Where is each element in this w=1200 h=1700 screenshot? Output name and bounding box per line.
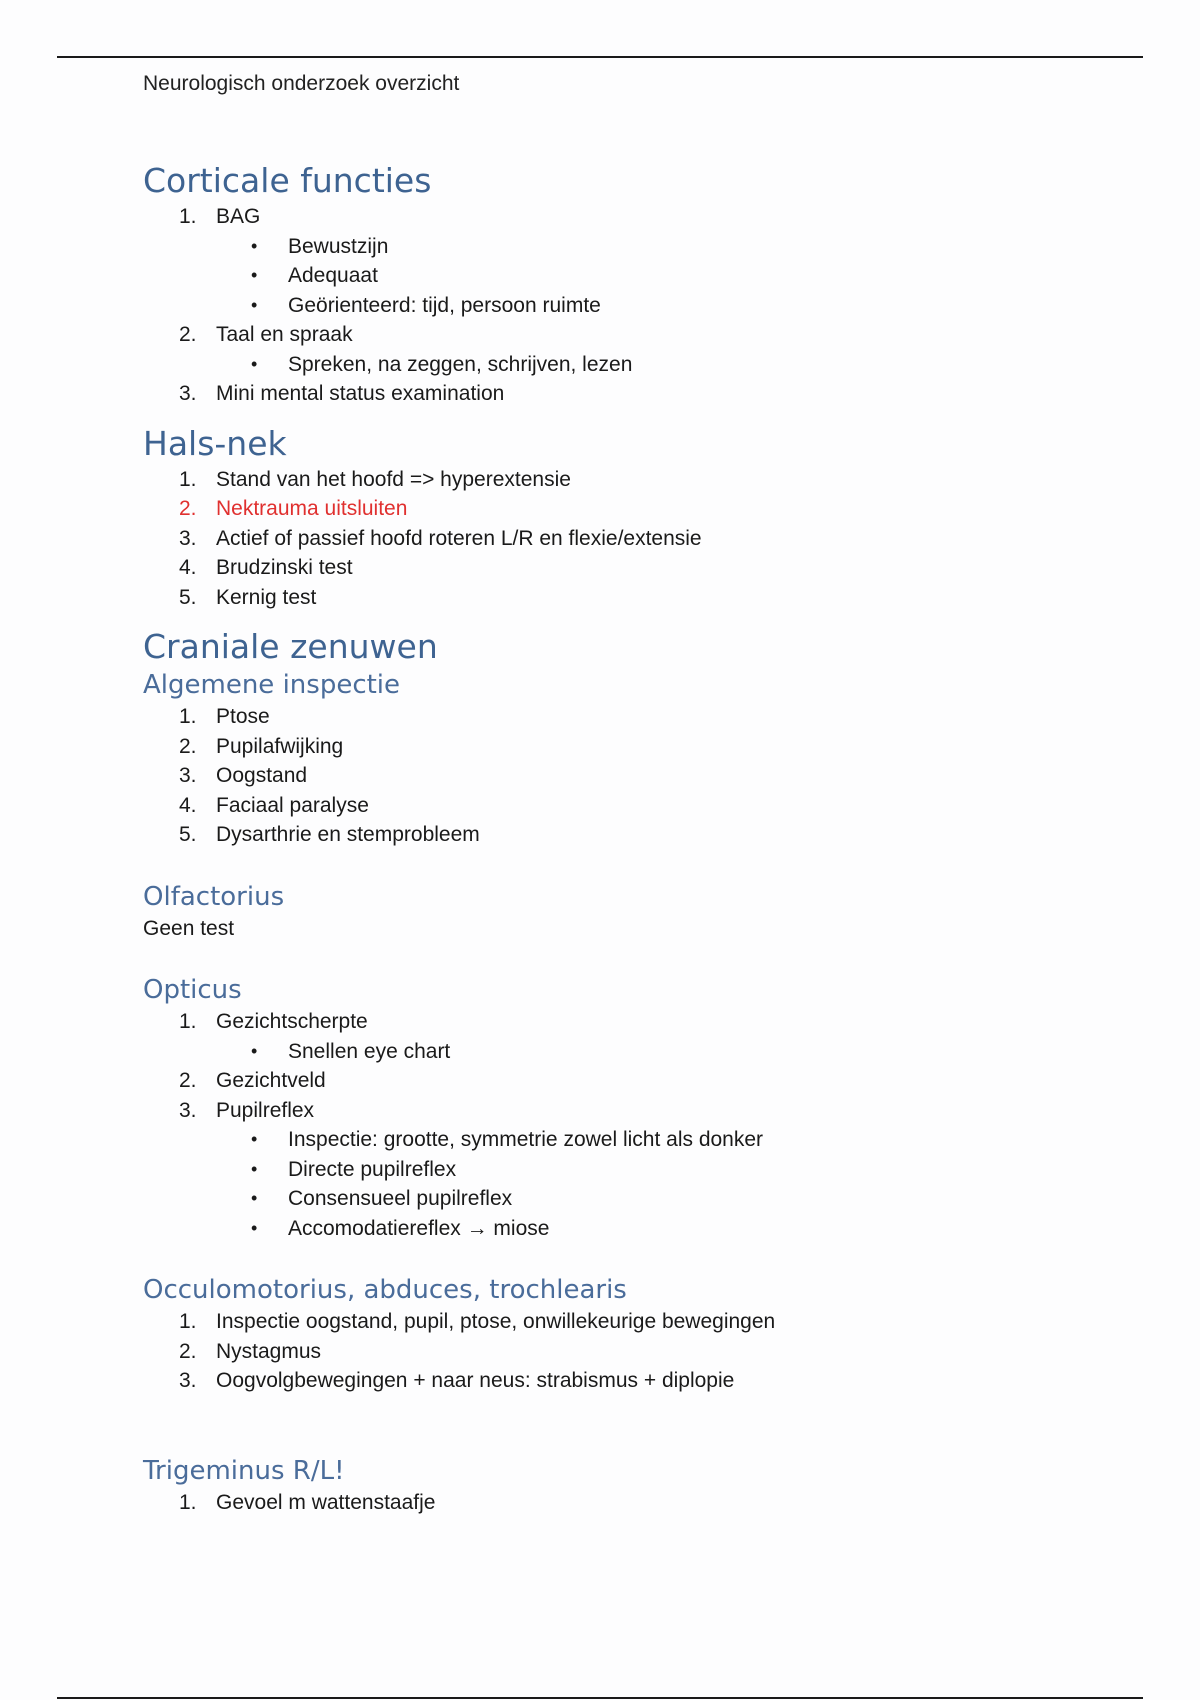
list-item: 3. Actief of passief hoofd roteren L/R en flexie/extensie (179, 526, 702, 550)
list-item: 1. Inspectie oogstand, pupil, ptose, onwillekeurige bewegingen (179, 1310, 776, 1333)
bullet-item: • Geörienteerd: tijd, persoon ruimte (251, 293, 601, 317)
list-item: 1. Gevoel m wattenstaafje (179, 1490, 436, 1514)
bullet-item: • Inspectie: grootte, symmetrie zowel licht als donker (251, 1128, 764, 1151)
occulo-list (143, 1307, 1143, 1396)
list-item: 3. Oogvolgbewegingen + naar neus: strabismus + diplopie (179, 1369, 735, 1392)
subheading-trigeminus: Trigeminus R/L! (143, 1455, 345, 1486)
bullet-item: • Spreken, na zeggen, schrijven, lezen (251, 352, 633, 376)
list-item-warning: 2. Nektrauma uitsluiten (179, 497, 408, 520)
list-item: 4. Faciaal paralyse (179, 793, 369, 817)
list-item: 1. BAG (179, 205, 261, 228)
heading-craniale-zenuwen: Craniale zenuwen (143, 627, 438, 666)
page-header-title: Neurologisch onderzoek overzicht (143, 72, 460, 95)
bullet-item: • Directe pupilreflex (251, 1157, 457, 1181)
list-item: 2. Taal en spraak (179, 323, 353, 346)
bullet-item: • Consensueel pupilreflex (251, 1187, 513, 1210)
heading-corticale-functies: Corticale functies (143, 161, 432, 200)
halsnek-list (143, 465, 1143, 613)
bullet-item: • Snellen eye chart (251, 1039, 451, 1063)
subheading-olfactorius: Olfactorius (143, 881, 285, 912)
document-body (143, 160, 1143, 1517)
list-item: 2. Nystagmus (179, 1339, 322, 1363)
bullet-item: • Adequaat (251, 264, 378, 287)
bullet-item: • Accomodatiereflex → miose (251, 1216, 550, 1240)
heading-hals-nek: Hals-nek (143, 423, 287, 463)
list-item: 2. Pupilafwijking (179, 734, 344, 758)
list-item: 1. Gezichtscherpte (179, 1010, 368, 1033)
list-item: 1. Ptose (179, 705, 270, 728)
header-rule (57, 56, 1143, 58)
bullet-item: • Bewustzijn (251, 234, 389, 258)
list-item: 3. Mini mental status examination (179, 382, 505, 405)
list-item: 5. Kernig test (179, 585, 317, 609)
subheading-algemene-inspectie: Algemene inspectie (143, 670, 401, 700)
list-item: 5. Dysarthrie en stemprobleem (179, 823, 480, 846)
subheading-opticus: Opticus (143, 975, 242, 1005)
footer-rule (57, 1697, 1143, 1699)
trigeminus-list (143, 1488, 1143, 1518)
opticus-list (143, 1007, 1143, 1243)
algemene-list (143, 702, 1143, 850)
corticale-list (143, 202, 1143, 409)
subheading-occulomotorius: Occulomotorius, abduces, trochlearis (143, 1275, 627, 1305)
list-item: 3. Pupilreflex (179, 1098, 315, 1122)
list-item: 1. Stand van het hoofd => hyperextensie (179, 467, 571, 491)
list-item: 2. Gezichtveld (179, 1069, 326, 1092)
olfactorius-text: Geen test (143, 916, 235, 940)
list-item: 3. Oogstand (179, 764, 308, 787)
list-item: 4. Brudzinski test (179, 556, 353, 579)
